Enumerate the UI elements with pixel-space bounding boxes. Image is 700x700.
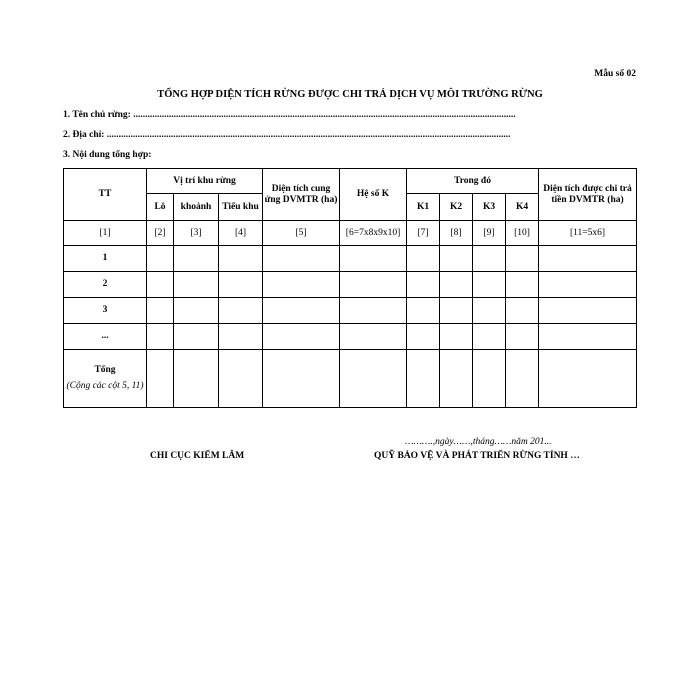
header-area-supply: Diện tích cung ứng DVMTR (ha) [263, 169, 340, 221]
summary-table [63, 168, 637, 408]
header-coefficient: Hệ số K [340, 169, 407, 221]
header-tt: TT [64, 169, 147, 221]
row-number: 3 [64, 298, 147, 324]
index-cell: [3] [174, 221, 219, 246]
index-row [64, 221, 637, 246]
table-row [64, 246, 637, 272]
document-title: TỔNG HỢP DIỆN TÍCH RỪNG ĐƯỢC CHI TRẢ DỊCH VỤ MÔI TRƯỜNG RỪNG [157, 89, 543, 100]
header-k4: K4 [506, 194, 539, 221]
header-tieukhu: Tiểu khu [219, 194, 263, 221]
index-cell: [1] [64, 221, 147, 246]
total-note: (Cộng các cột 5, 11) [66, 381, 144, 391]
signature-right: QUỸ BẢO VỆ VÀ PHÁT TRIỂN RỪNG TỈNH … [374, 451, 580, 461]
header-k3: K3 [473, 194, 506, 221]
row-number: ... [64, 324, 147, 350]
total-cell [64, 350, 147, 408]
header-location: Vị trí khu rừng [147, 169, 263, 194]
total-row [64, 350, 637, 408]
index-cell: [2] [147, 221, 174, 246]
index-cell: [5] [263, 221, 340, 246]
header-within: Trong đó [407, 169, 539, 194]
header-k1: K1 [407, 194, 440, 221]
header-area-paid: Diện tích được chi trả tiền DVMTR (ha) [539, 169, 637, 221]
row-number: 1 [64, 246, 147, 272]
form-number: Mẫu số 02 [594, 69, 636, 79]
index-cell: [6=7x8x9x10] [340, 221, 407, 246]
index-cell: [9] [473, 221, 506, 246]
owner-field: 1. Tên chủ rừng: ................................................................................................................................................................. [63, 110, 516, 120]
index-cell: [4] [219, 221, 263, 246]
table-row [64, 272, 637, 298]
address-field: 2. Địa chỉ: .......................................................................................................................................................................... [63, 130, 511, 140]
header-khoanh: khoảnh [174, 194, 219, 221]
index-cell: [8] [440, 221, 473, 246]
header-k2: K2 [440, 194, 473, 221]
total-label: Tổng [94, 365, 116, 375]
header-lo: Lô [147, 194, 174, 221]
signature-left: CHI CỤC KIỂM LÂM [150, 451, 245, 461]
index-cell: [10] [506, 221, 539, 246]
table-row [64, 298, 637, 324]
index-cell: [7] [407, 221, 440, 246]
table-row [64, 324, 637, 350]
signature-date: ……….,ngày……,tháng……năm 201... [405, 437, 552, 447]
index-cell: [11=5x6] [539, 221, 637, 246]
row-number: 2 [64, 272, 147, 298]
content-heading: 3. Nội dung tổng hợp: [63, 150, 152, 160]
